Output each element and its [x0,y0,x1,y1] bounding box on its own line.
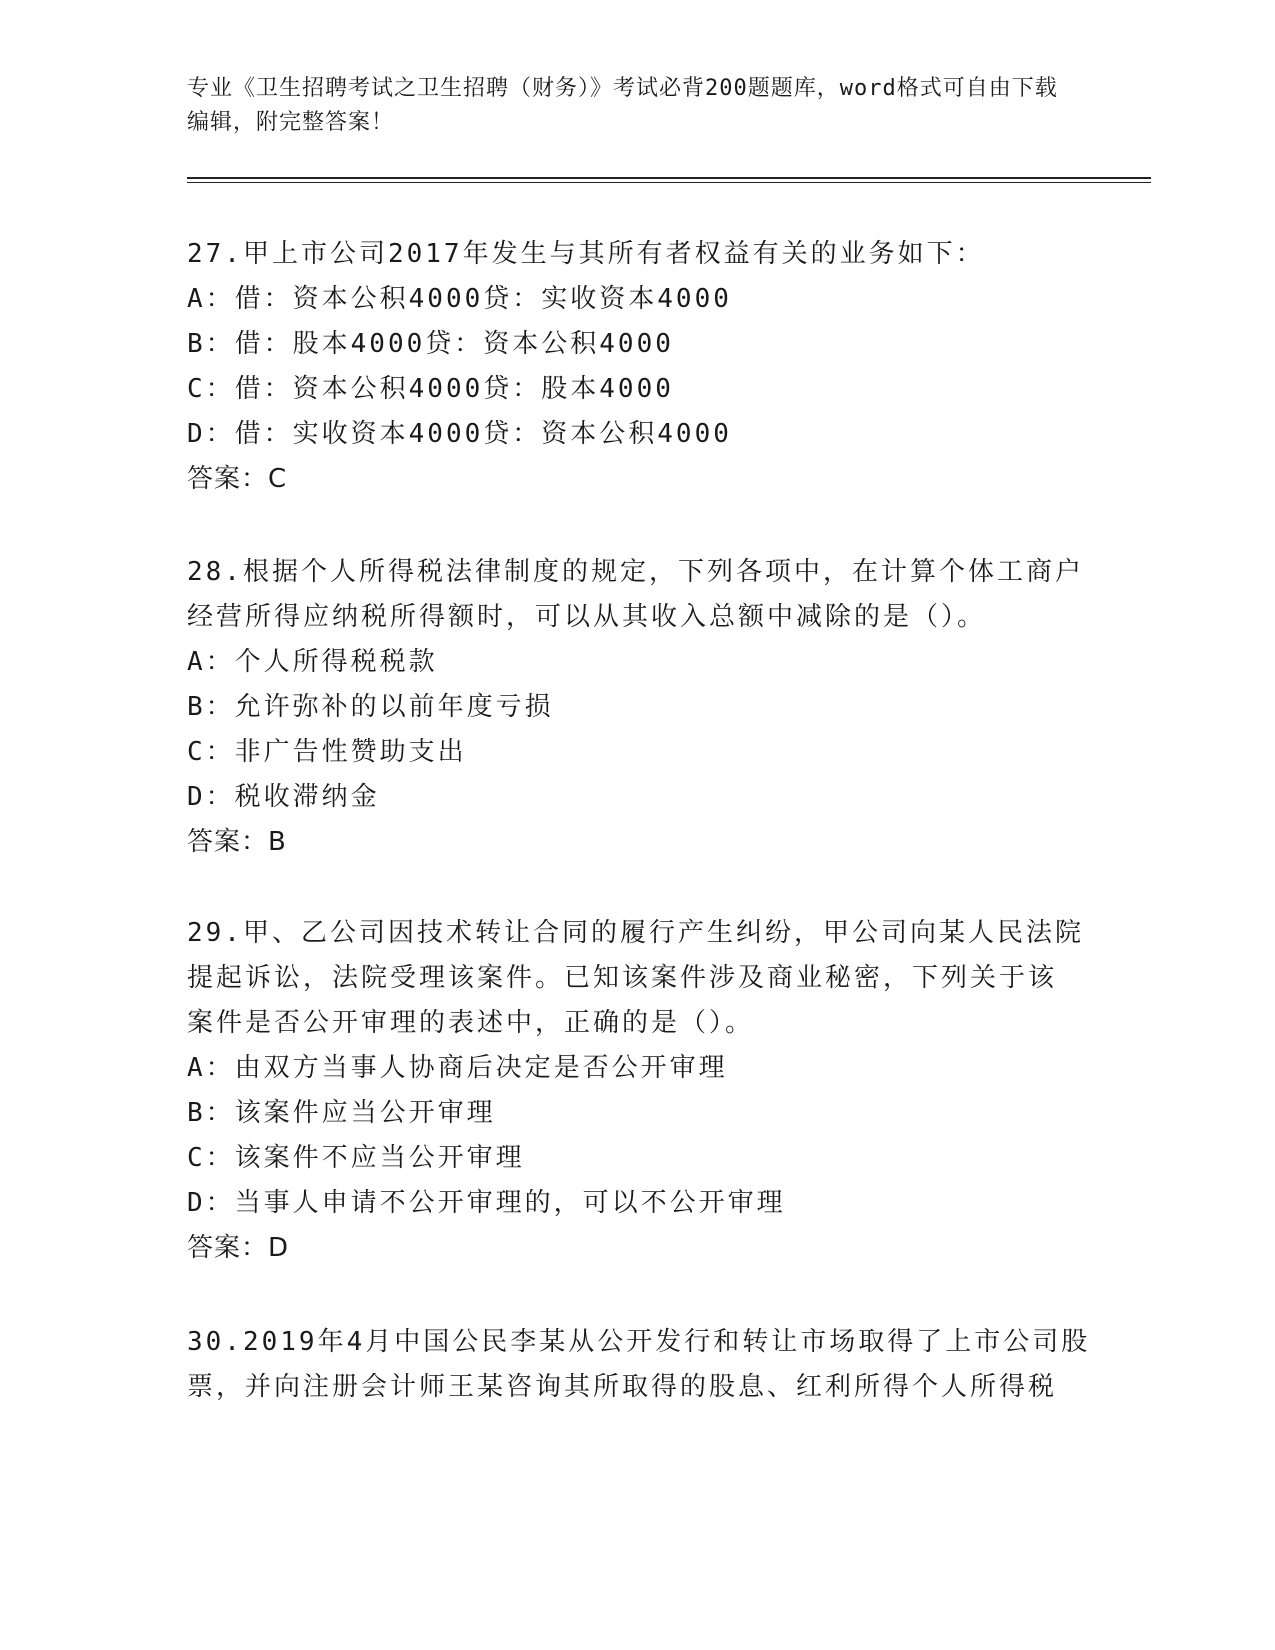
question-stem: 案件是否公开审理的表述中，正确的是（）。 [187,1008,755,1038]
header-divider [187,177,1151,179]
answer: 答案：D [187,1233,290,1263]
answer: 答案：B [187,827,287,857]
answer: 答案：C [187,464,288,494]
option-a: A：个人所得税税款 [187,647,438,677]
question-stem: 经营所得应纳税所得额时，可以从其收入总额中减除的是（）。 [187,602,987,632]
question-stem: 29.甲、乙公司因技术转让合同的履行产生纠纷，甲公司向某人民法院 [187,918,1084,948]
question-stem: 30.2019年4月中国公民李某从公开发行和转让市场取得了上市公司股 [187,1327,1091,1357]
question-stem: 票，并向注册会计师王某咨询其所取得的股息、红利所得个人所得税 [187,1372,1058,1402]
question-30 [187,1320,1091,1410]
option-a: A：借：资本公积4000贷：实收资本4000 [187,284,732,314]
question-27 [187,232,1087,502]
option-d: D：当事人申请不公开审理的，可以不公开审理 [187,1188,786,1218]
option-b: B：允许弥补的以前年度亏损 [187,692,554,722]
question-28 [187,550,1087,865]
question-stem: 提起诉讼，法院受理该案件。已知该案件涉及商业秘密，下列关于该 [187,963,1058,993]
question-stem: 28.根据个人所得税法律制度的规定，下列各项中，在计算个体工商户 [187,557,1084,587]
question-29 [187,911,1087,1271]
option-c: C：该案件不应当公开审理 [187,1143,525,1173]
document-intro: 专业《卫生招聘考试之卫生招聘（财务）》考试必背200题题库，word格式可自由下载编辑，附完整答案！ [187,76,1058,135]
option-b: B：该案件应当公开审理 [187,1098,496,1128]
header-divider-thin [187,182,1151,183]
option-b: B：借：股本4000贷：资本公积4000 [187,329,674,359]
option-c: C：非广告性赞助支出 [187,737,467,767]
option-c: C：借：资本公积4000贷：股本4000 [187,374,674,404]
question-stem: 27.甲上市公司2017年发生与其所有者权益有关的业务如下： [187,239,985,269]
option-a: A：由双方当事人协商后决定是否公开审理 [187,1053,728,1083]
option-d: D：税收滞纳金 [187,782,380,812]
option-d: D：借：实收资本4000贷：资本公积4000 [187,419,732,449]
